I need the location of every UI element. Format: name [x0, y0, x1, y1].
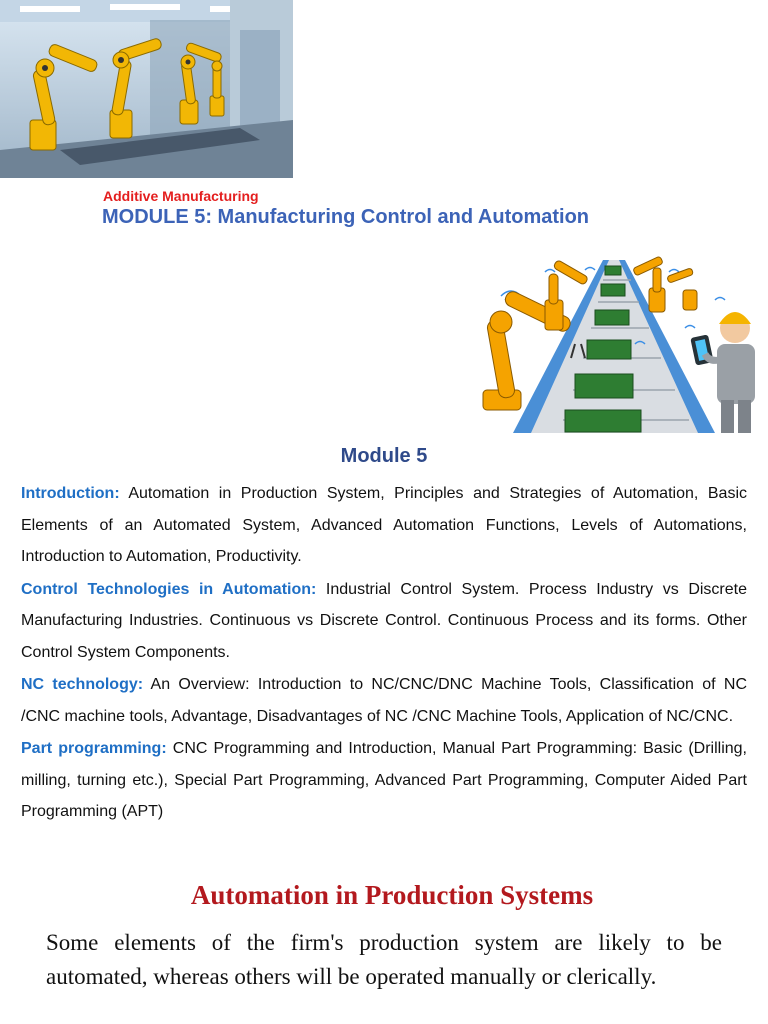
topic-body: Industrial Control System. Process Industry vs Discrete Manufacturing Industries. Continuous vs Discrete Control. Continuous Process and its forms. Other Control System Components.: [21, 580, 747, 661]
topic-label: Control Technologies in Automation:: [21, 580, 317, 598]
course-kicker: Additive Manufacturing: [103, 188, 259, 204]
topic-label: Part programming:: [21, 740, 167, 757]
topic-nc-technology: [21, 669, 747, 732]
topic-part-programming: [21, 733, 747, 828]
topic-body: An Overview: Introduction to NC/CNC/DNC Machine Tools, Classification of NC /CNC machine tools, Advantage, Disadvantages of NC /CNC Machine Tools, Application of NC/CNC.: [21, 676, 748, 725]
topic-body: Automation in Production System, Principles and Strategies of Automation, Basic Elements of an Automated System, Advanced Automation Functions, Levels of Automations, Introduction to Automation, Productivity.: [21, 485, 747, 565]
robotic-assembly-line-image: [0, 0, 293, 178]
robotic-assembly-line-photo: [0, 0, 293, 178]
topic-label: Introduction:: [21, 485, 120, 502]
section-title: Automation in Production Systems: [190, 880, 594, 910]
topic-control-technologies: [21, 574, 747, 669]
module-title: MODULE 5: Manufacturing Control and Automation: [102, 206, 590, 228]
topic-body: CNC Programming and Introduction, Manual Part Programming: Basic (Drilling, milling, turning etc.), Special Part Programming, Advanced Part Programming, Computer Aided Part Programming (APT): [21, 740, 748, 820]
section-paragraph: Some elements of the firm's production system are likely to be automated, whereas others will be operated manually or clerically.: [46, 930, 722, 989]
topic-list: [21, 478, 747, 829]
topic-label: NC technology:: [21, 676, 144, 693]
topic-introduction: [21, 478, 747, 573]
conveyor-illustration-image: [453, 240, 768, 433]
module-heading: Module 5: [340, 445, 428, 467]
automated-conveyor-illustration: [453, 240, 768, 433]
